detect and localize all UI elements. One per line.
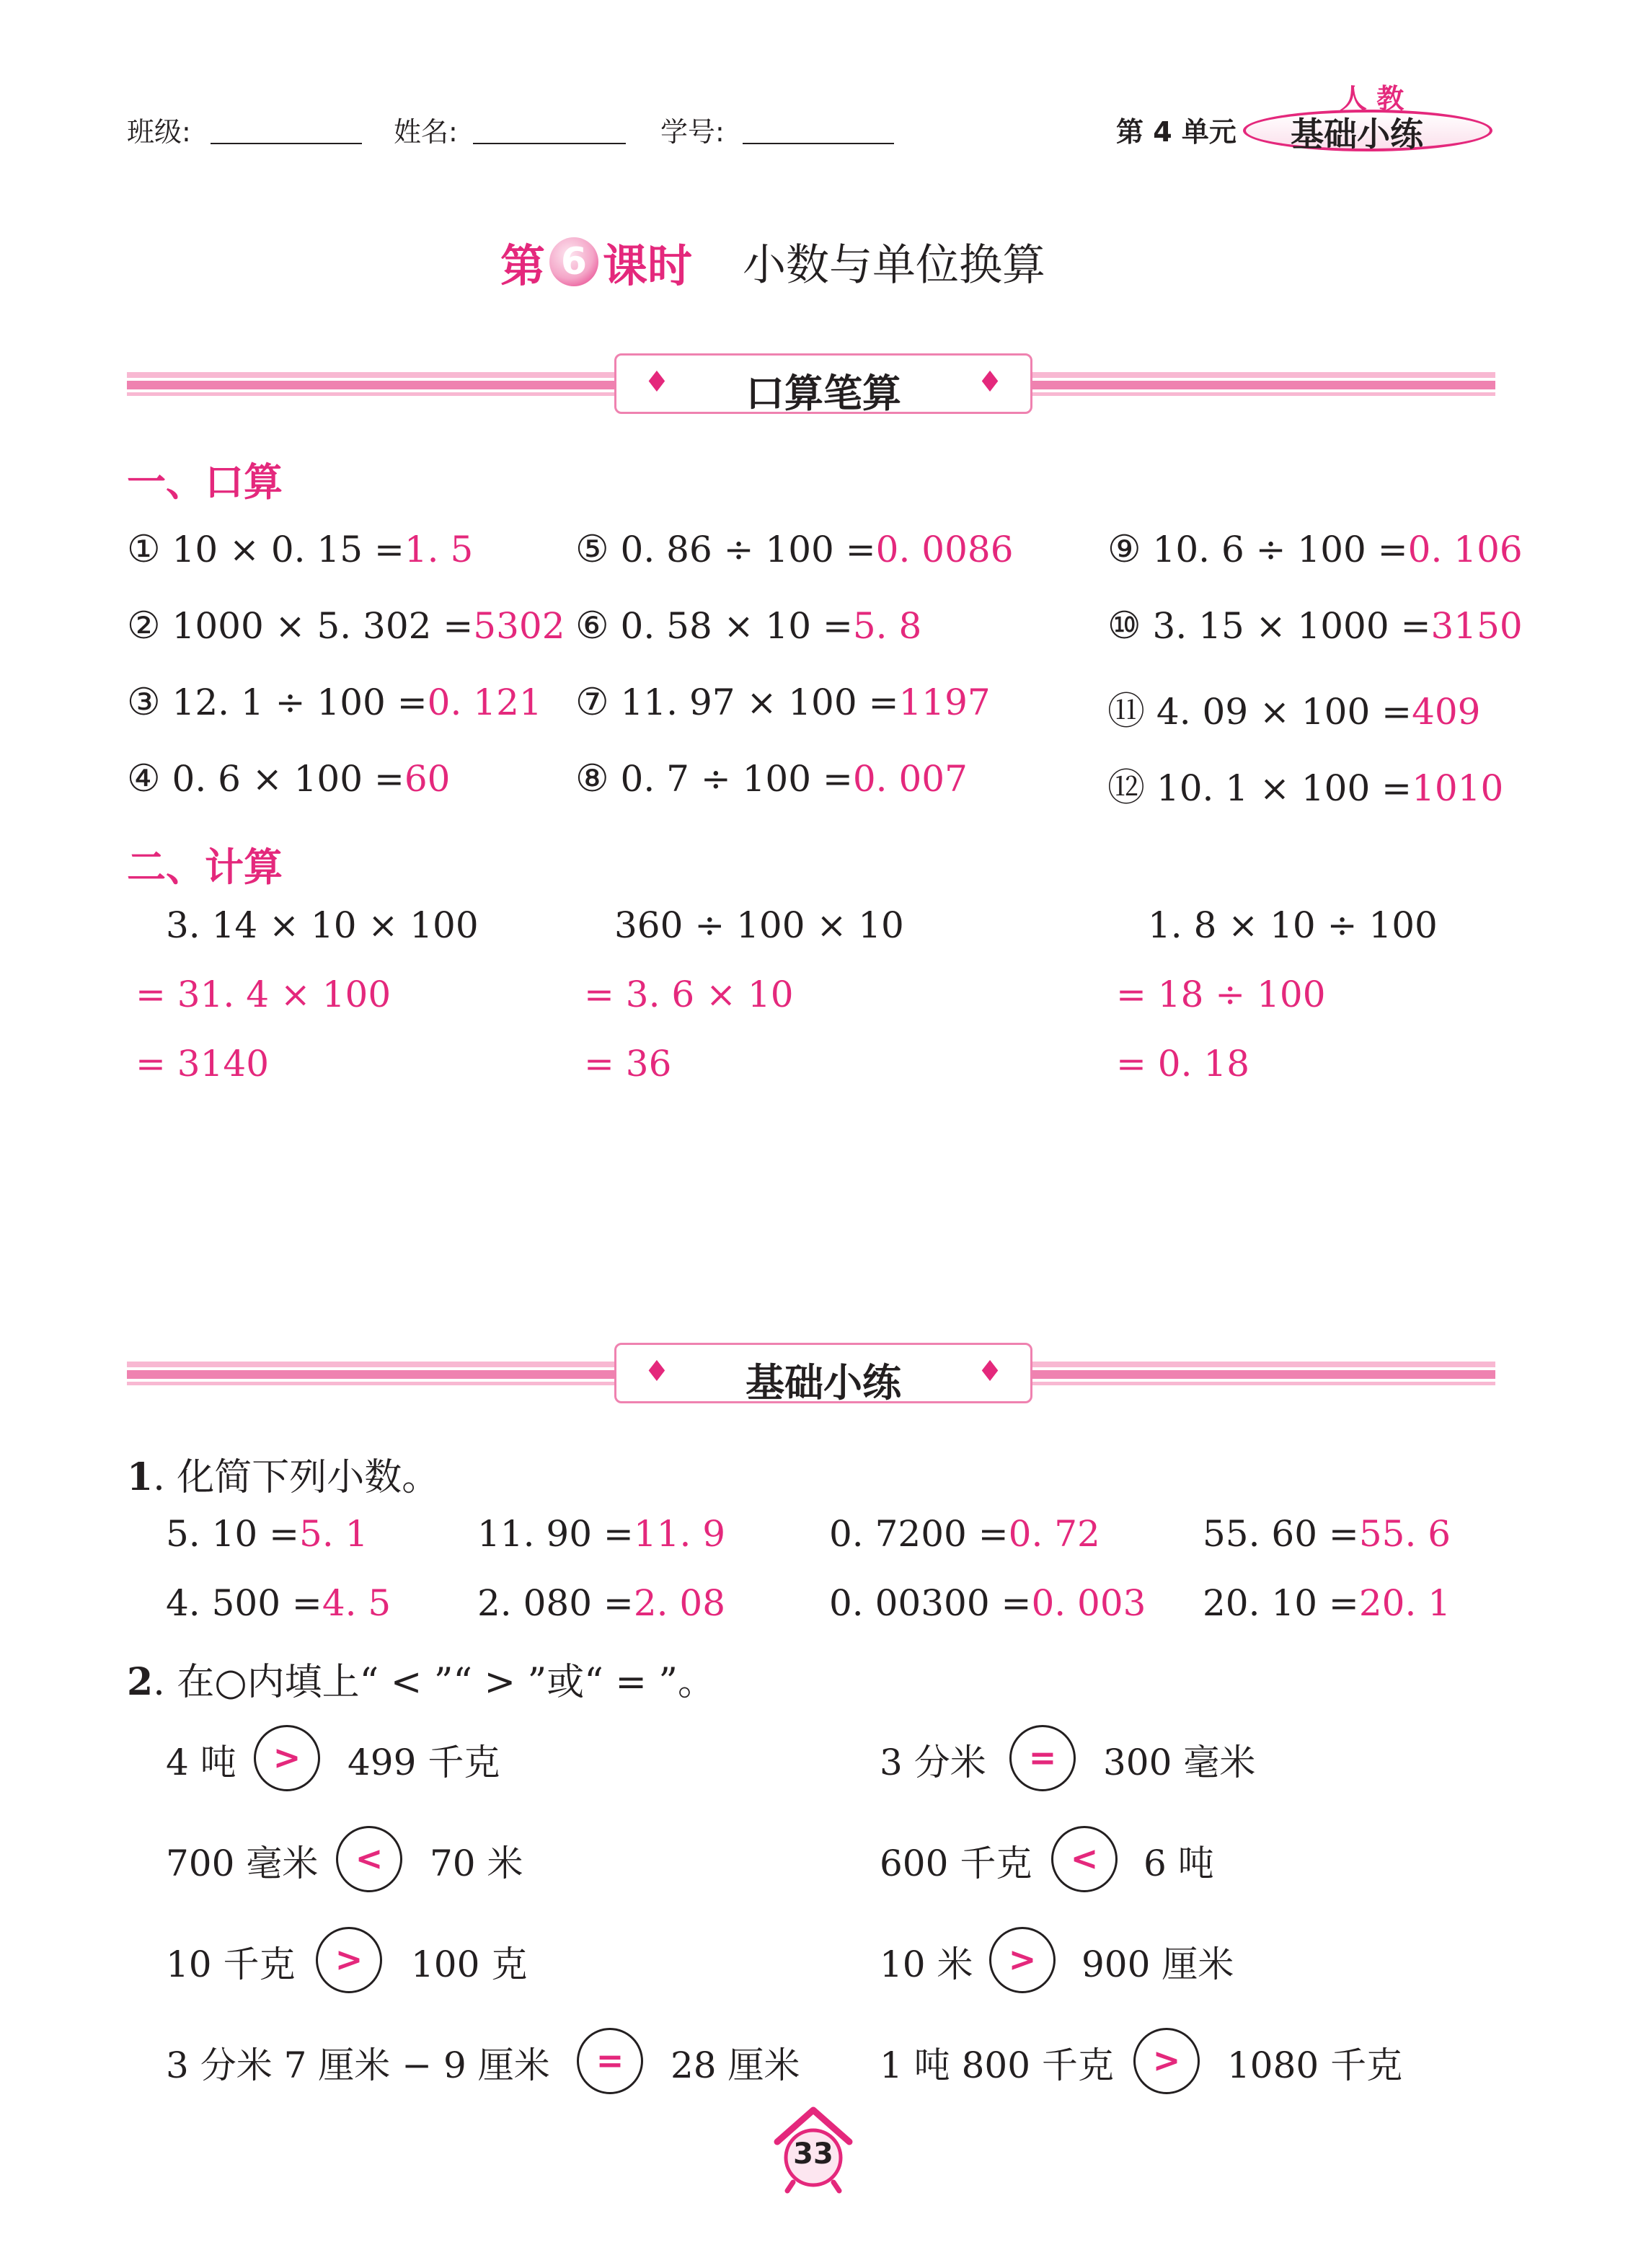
problem-step: = 3. 6 × 10	[584, 974, 794, 1015]
list-item: 20. 10 =20. 1	[1203, 1582, 1451, 1624]
problem-step: = 36	[584, 1043, 672, 1085]
list-item: 55. 60 =55. 6	[1203, 1513, 1451, 1555]
diamond-icon: ♦	[977, 1355, 1003, 1388]
answer: 2. 08	[633, 1582, 726, 1624]
problem-expression: 360 ÷ 100 × 10	[614, 904, 904, 946]
list-item: ⑤ 0. 86 ÷ 100 =0. 0086	[575, 528, 1014, 571]
list-item: ⑥ 0. 58 × 10 =5. 8	[575, 604, 922, 648]
diamond-icon: ♦	[977, 366, 1003, 399]
answer: 1197	[898, 681, 991, 723]
compare-circle[interactable]: >	[1133, 2028, 1200, 2094]
problem-step: = 31. 4 × 100	[136, 974, 391, 1015]
list-item: 0. 00300 =0. 003	[829, 1582, 1146, 1624]
diamond-icon: ♦	[644, 1355, 670, 1388]
answer: 55. 6	[1358, 1513, 1451, 1555]
list-item: 2. 080 =2. 08	[477, 1582, 726, 1624]
answer: 1. 5	[404, 529, 474, 570]
practice-banner	[614, 1343, 1032, 1406]
list-item: ⑩ 3. 15 × 1000 =3150	[1107, 604, 1523, 648]
compare-right: 900 厘米	[1081, 1943, 1234, 1985]
list-item: ① 10 × 0. 15 =1. 5	[127, 528, 474, 571]
list-item: ④ 0. 6 × 100 =60	[127, 757, 451, 800]
list-item: 4. 500 =4. 5	[166, 1582, 391, 1624]
answer: 20. 1	[1358, 1582, 1451, 1624]
list-item: ⑦ 11. 97 × 100 =1197	[575, 681, 991, 724]
compare-circle[interactable]: <	[1051, 1826, 1118, 1892]
answer: 5. 8	[852, 605, 922, 647]
answer: 0. 0086	[875, 529, 1014, 570]
list-item: 0. 7200 =0. 72	[829, 1513, 1100, 1555]
answer: 409	[1412, 691, 1481, 733]
list-item: ⑫ 10. 1 × 100 =1010	[1107, 767, 1504, 810]
oral-heading: 一、口算	[127, 459, 283, 505]
q2-prompt: 2. 在○内填上“ < ”“ > ”或“ = ”。	[127, 1660, 716, 1704]
lesson-number-circle: 6	[549, 237, 598, 286]
page-number: 33	[793, 2137, 833, 2171]
compare-right: 6 吨	[1143, 1843, 1214, 1884]
answer: 0. 003	[1031, 1582, 1146, 1624]
compare-circle[interactable]: >	[254, 1725, 320, 1791]
answer: 0. 007	[852, 758, 968, 800]
compare-right: 499 千克	[348, 1742, 500, 1783]
diamond-icon: ♦	[644, 366, 670, 399]
answer: 0. 72	[1008, 1513, 1100, 1555]
list-item: ③ 12. 1 ÷ 100 =0. 121	[127, 681, 542, 724]
compare-right: 100 克	[411, 1943, 528, 1985]
answer: 5302	[473, 605, 565, 647]
title-suffix: 课时	[603, 239, 693, 292]
lesson-name: 小数与单位换算	[743, 240, 1046, 291]
compare-left: 4 吨	[166, 1742, 236, 1783]
compare-circle[interactable]: >	[316, 1927, 382, 1993]
id-blank[interactable]	[743, 143, 894, 144]
list-item: ② 1000 × 5. 302 =5302	[127, 604, 565, 648]
compare-left: 10 米	[880, 1943, 973, 1985]
page-number-badge	[771, 2104, 855, 2194]
compare-left: 700 毫米	[166, 1843, 319, 1884]
compare-right: 300 毫米	[1103, 1742, 1256, 1783]
lesson-title	[500, 229, 1045, 294]
compare-left: 3 分米	[880, 1742, 986, 1783]
calc-banner	[614, 353, 1032, 414]
compare-circle[interactable]: =	[577, 2028, 643, 2094]
problem-step: = 18 ÷ 100	[1116, 974, 1326, 1015]
compare-right: 70 米	[430, 1843, 523, 1884]
answer: 60	[404, 758, 451, 800]
compare-left: 3 分米 7 厘米 − 9 厘米	[166, 2044, 550, 2086]
list-item: ⑧ 0. 7 ÷ 100 =0. 007	[575, 757, 968, 800]
problem-step: = 3140	[136, 1043, 270, 1085]
practice-banner-label: 基础小练	[746, 1360, 901, 1406]
compare-left: 10 千克	[166, 1943, 296, 1985]
title-prefix: 第	[500, 239, 546, 292]
compute-heading: 二、计算	[127, 844, 283, 890]
badge-top-text: 人 教	[1340, 83, 1404, 115]
compare-circle[interactable]: <	[336, 1826, 402, 1892]
unit-label: 第 4 单元	[1116, 116, 1237, 148]
problem-expression: 3. 14 × 10 × 100	[166, 904, 479, 946]
compare-circle[interactable]: >	[989, 1927, 1056, 1993]
answer: 11. 9	[633, 1513, 726, 1555]
list-item: 5. 10 =5. 1	[166, 1513, 368, 1555]
calc-banner-label: 口算笔算	[746, 371, 901, 416]
problem-expression: 1. 8 × 10 ÷ 100	[1148, 904, 1438, 946]
compare-right: 1080 千克	[1227, 2044, 1403, 2086]
q1-prompt: 1. 化简下列小数。	[127, 1455, 440, 1499]
name-label: 姓名:	[394, 116, 458, 148]
list-item: ⑪ 4. 09 × 100 =409	[1107, 690, 1481, 733]
answer: 0. 121	[427, 681, 542, 723]
answer: 1010	[1412, 767, 1504, 809]
id-label: 学号:	[660, 116, 725, 148]
answer: 4. 5	[322, 1582, 391, 1624]
list-item: 11. 90 =11. 9	[477, 1513, 726, 1555]
compare-left: 1 吨 800 千克	[880, 2044, 1114, 2086]
class-label: 班级:	[127, 116, 191, 148]
answer: 5. 1	[299, 1513, 368, 1555]
compare-right: 28 厘米	[671, 2044, 800, 2086]
answer: 0. 106	[1407, 529, 1523, 570]
list-item: ⑨ 10. 6 ÷ 100 =0. 106	[1107, 528, 1523, 571]
answer: 3150	[1430, 605, 1523, 647]
class-blank[interactable]	[211, 143, 362, 144]
badge-main-text: 基础小练	[1291, 115, 1423, 154]
name-blank[interactable]	[473, 143, 626, 144]
compare-left: 600 千克	[880, 1843, 1032, 1884]
problem-step: = 0. 18	[1116, 1043, 1250, 1085]
compare-circle[interactable]: =	[1009, 1725, 1076, 1791]
